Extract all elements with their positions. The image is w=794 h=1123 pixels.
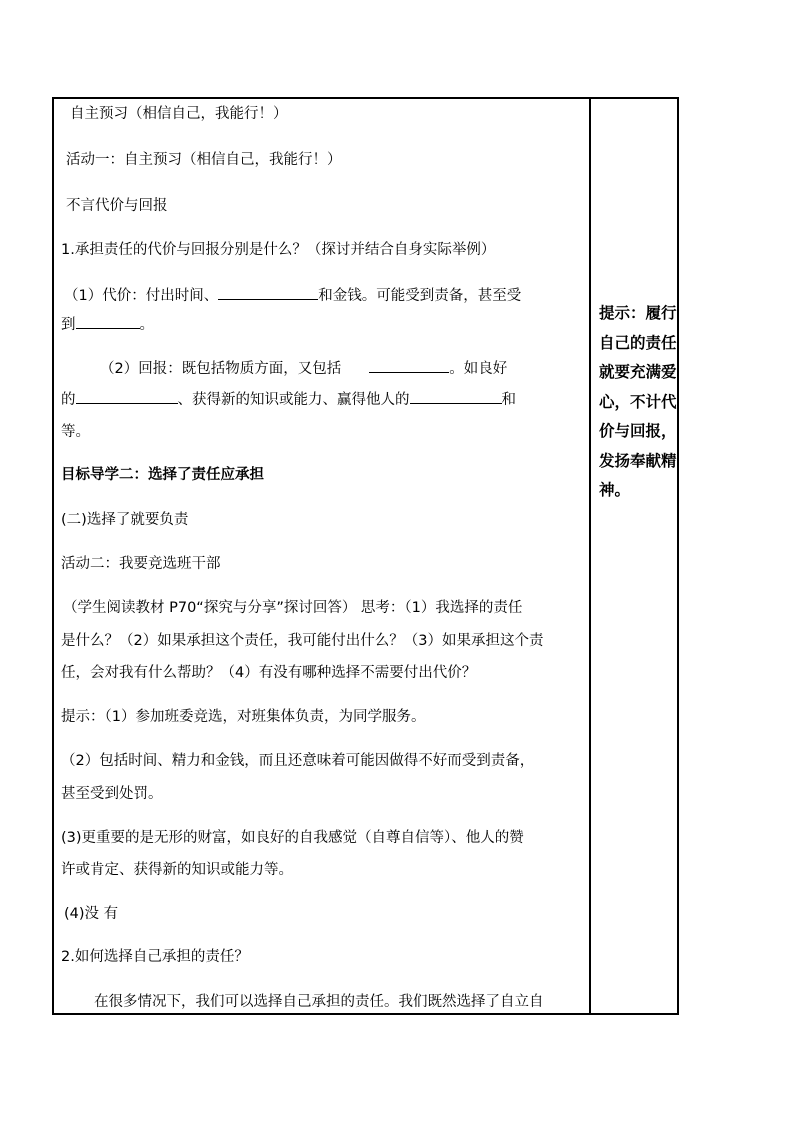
answer-2-reward-line [100,358,507,379]
reward-text-continued: 。如良好 [449,361,508,377]
hint-answer-2-line-1: （2）包括时间、精力和金钱，而且还意味着可能因做得不好而受到责备， [61,753,535,769]
hint-answer-1: 提示：（1）参加班委竞选，对班集体负责，为同学服务。 [61,709,426,725]
thinking-prompt-line-3: 任，会对我有什么帮助？（4）有没有哪种选择不需要付出代价？ [61,665,477,681]
reward-text: （2）回报：既包括物质方面，又包括 [100,361,342,377]
reward-of: 的 [61,392,76,408]
thinking-prompt-line-2: 是什么？（2）如果承担这个责任，我可能付出什么？（3）如果承担这个责 [61,633,544,649]
question-1: 1.承担责任的代价与回报分别是什么？（探讨并结合自身实际举例） [61,242,496,258]
hint-answer-3-line-2: 许或肯定、获得新的知识或能力等。 [61,862,293,878]
hint-answer-4: (4)没 有 [64,906,119,922]
fill-blank [76,314,140,329]
sidebar-tip: 提示：履行自己的责任就要充满爱心，不计代价与回报，发扬奉献精神。 [599,304,677,499]
subsection-responsibility: (二)选择了就要负责 [61,512,189,528]
answer-1-cost-line [64,285,521,306]
cost-text-continued: 和金钱。可能受到责备，甚至受 [318,288,522,304]
thinking-prompt-line-1: （学生阅读教材 P70“探究与分享”探讨回答） 思考：（1）我选择的责任 [63,600,523,616]
hint-answer-2-line-2: 甚至受到处罚。 [61,786,163,802]
activity-two-title: 活动二：我要竞选班干部 [61,556,221,572]
heading-self-preview: 自主预习（相信自己，我能行！） [70,106,288,122]
main-content-cell [54,99,589,1013]
lesson-table [52,97,679,1015]
fill-blank [369,358,449,373]
cost-text: （1）代价：付出时间、 [64,288,219,304]
sidebar-note-cell [591,99,677,1013]
reward-and: 和 [501,392,516,408]
answer-1-cost-line-2 [61,314,154,335]
paragraph-choose-responsibility: 在很多情况下，我们可以选择自己承担的责任。我们既然选择了自立自 [94,994,544,1010]
activity-one-title: 活动一：自主预习（相信自己，我能行！） [66,152,342,168]
answer-2-reward-line-3: 等。 [61,424,90,440]
fill-blank [218,285,318,300]
goal-guide-two: 目标导学二：选择了责任应承担 [61,467,264,483]
question-2: 2.如何选择自己承担的责任？ [61,949,249,965]
reward-middle: 、获得新的知识或能力、赢得他人的 [177,392,410,408]
section-title-cost-reward: 不言代价与回报 [66,198,168,214]
period: 。 [139,317,154,333]
answer-2-reward-line-2 [61,389,516,410]
hint-answer-3-line-1: (3)更重要的是无形的财富，如良好的自我感觉（自尊自信等）、他人的赞 [61,830,524,846]
cost-text-end: 到 [61,317,76,333]
fill-blank [76,389,178,404]
fill-blank [410,389,502,404]
